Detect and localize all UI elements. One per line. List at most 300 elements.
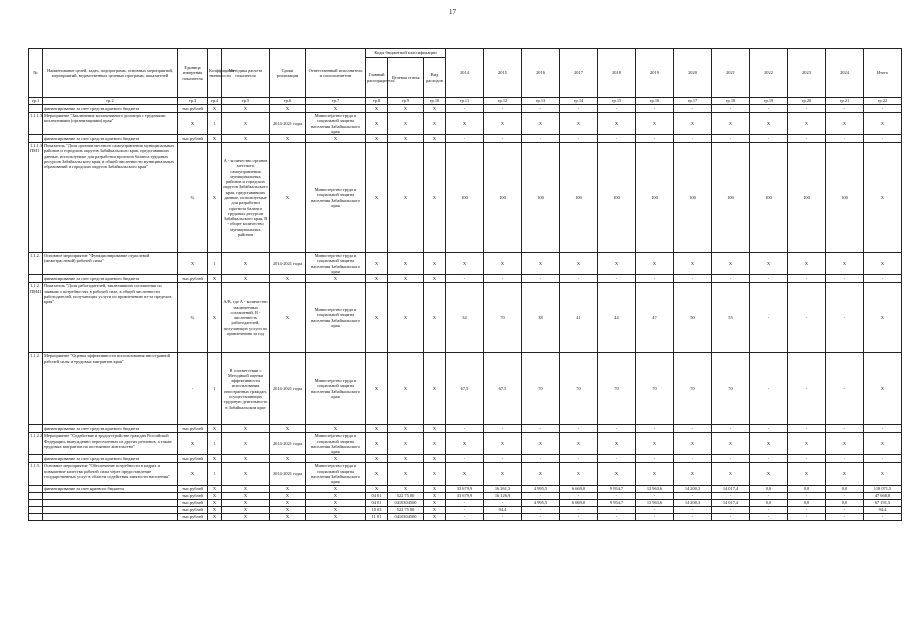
- table-cell: 0,0: [788, 499, 826, 506]
- table-cell: X: [178, 253, 208, 275]
- table-cell: -: [864, 425, 902, 433]
- table-cell: X: [484, 463, 522, 485]
- table-cell: X: [388, 143, 424, 253]
- column-number: гр.21: [826, 98, 864, 105]
- table-cell: X: [222, 433, 270, 455]
- table-cell: 1: [208, 113, 222, 135]
- table-cell: -: [826, 135, 864, 143]
- table-cell: -: [522, 506, 560, 513]
- table-cell: X: [208, 105, 222, 113]
- table-cell: X: [270, 283, 306, 353]
- table-cell: X: [306, 506, 366, 513]
- table-cell: X: [424, 513, 446, 520]
- table-cell: тыс.рублей: [178, 492, 208, 499]
- table-cell: X: [826, 113, 864, 135]
- table-cell: -: [636, 455, 674, 463]
- table-cell: 2014-2021 годы: [270, 253, 306, 275]
- table-cell: X: [522, 463, 560, 485]
- column-number: гр.9: [388, 98, 424, 105]
- column-number: гр.3: [178, 98, 208, 105]
- table-cell: Министерство труда и социальной защиты населения Забайкальского края: [306, 143, 366, 253]
- table-cell: -: [446, 513, 484, 520]
- table-cell: X: [366, 455, 388, 463]
- table-cell: -: [712, 425, 750, 433]
- table-cell: 100: [826, 143, 864, 253]
- table-cell: X: [222, 513, 270, 520]
- table-cell: 04 01: [366, 499, 388, 506]
- table-cell: В соответствии с Методикой оценки эффективности использования иностранных граждан, осуществляющих трудовую деятельность в Забайкальском крае: [222, 353, 270, 425]
- column-number: гр.16: [636, 98, 674, 105]
- table-cell: тыс.рублей: [178, 506, 208, 513]
- table-cell: 2014-2021 годы: [270, 433, 306, 455]
- table-cell: -: [560, 455, 598, 463]
- table-cell: -: [522, 455, 560, 463]
- header-year: 2022: [750, 49, 788, 98]
- table-cell: -: [674, 455, 712, 463]
- table-cell: тыс.рублей: [178, 105, 208, 113]
- table-cell: 33 679,9: [446, 485, 484, 492]
- table-cell: А/В, где А - количество заключенных соглашений, В - численность работодателей, получающих услуги по привлечению за год: [222, 283, 270, 353]
- table-cell: 6 669,0: [560, 499, 598, 506]
- page-number: 17: [449, 8, 456, 16]
- table-cell: -: [788, 425, 826, 433]
- table-cell: X: [864, 113, 902, 135]
- table-cell: 94,4: [864, 506, 902, 513]
- table-cell: X: [788, 113, 826, 135]
- table-cell: 9 954,7: [598, 485, 636, 492]
- table-cell: X: [424, 506, 446, 513]
- table-cell: X: [712, 433, 750, 455]
- table-cell: -: [446, 455, 484, 463]
- table-cell: [29, 513, 43, 520]
- column-number: гр.7: [306, 98, 366, 105]
- table-cell: X: [598, 253, 636, 275]
- table-cell: X: [366, 105, 388, 113]
- header-type: Вид расходов: [424, 58, 446, 98]
- table-cell: -: [636, 425, 674, 433]
- table-cell: X: [208, 499, 222, 506]
- table-row: [29, 506, 902, 513]
- table-cell: -: [560, 425, 598, 433]
- table-cell: 1: [208, 253, 222, 275]
- header-method: Методика расчета показателя: [222, 49, 270, 98]
- table-cell: 70: [674, 353, 712, 425]
- table-cell: 1.1.2.: [29, 253, 43, 275]
- table-cell: X: [208, 492, 222, 499]
- table-cell: X: [208, 513, 222, 520]
- table-cell: финансирование за счет средств краевого бюджета: [43, 275, 178, 283]
- table-cell: -: [750, 105, 788, 113]
- table-cell: X: [270, 425, 306, 433]
- table-cell: X: [270, 506, 306, 513]
- table-cell: финансирование за счет средств краевого бюджета: [43, 455, 178, 463]
- table-cell: тыс.рублей: [178, 425, 208, 433]
- table-cell: X: [178, 463, 208, 485]
- table-cell: -: [788, 283, 826, 353]
- table-cell: -: [598, 135, 636, 143]
- header-year: 2023: [788, 49, 826, 98]
- table-cell: финансирование за счет краевого бюджета: [43, 485, 178, 492]
- table-cell: -: [826, 283, 864, 353]
- table-cell: 4 995,5: [522, 485, 560, 492]
- table-cell: X: [424, 143, 446, 253]
- table-cell: -: [674, 513, 712, 520]
- table-cell: X: [424, 113, 446, 135]
- table-cell: 1.1.1.3.: [29, 113, 43, 135]
- table-cell: тыс.рублей: [178, 135, 208, 143]
- table-cell: -: [560, 513, 598, 520]
- table-cell: -: [598, 105, 636, 113]
- table-cell: -: [788, 275, 826, 283]
- table-cell: X: [388, 433, 424, 455]
- table-cell: 9 954,7: [598, 499, 636, 506]
- table-cell: 0,0: [788, 485, 826, 492]
- table-cell: X: [750, 433, 788, 455]
- table-cell: -: [788, 506, 826, 513]
- table-cell: 4 995,5: [522, 499, 560, 506]
- table-cell: -: [598, 425, 636, 433]
- table-cell: -: [446, 425, 484, 433]
- column-number: гр.4: [208, 98, 222, 105]
- table-cell: X: [366, 485, 388, 492]
- column-number: гр.22: [864, 98, 902, 105]
- table-cell: X: [636, 113, 674, 135]
- table-cell: X: [826, 253, 864, 275]
- table-cell: 0,0: [750, 485, 788, 492]
- table-cell: X: [208, 143, 222, 253]
- table-row: [29, 113, 902, 135]
- column-number: гр.14: [560, 98, 598, 105]
- table-cell: X: [388, 135, 424, 143]
- table-cell: 10 03: [366, 506, 388, 513]
- column-number: гр.20: [788, 98, 826, 105]
- table-cell: -: [826, 275, 864, 283]
- table-cell: -: [636, 275, 674, 283]
- table-cell: -: [826, 353, 864, 425]
- table-cell: X: [864, 143, 902, 253]
- table-cell: -: [788, 513, 826, 520]
- table-cell: 118 071,5: [864, 485, 902, 492]
- table-cell: 14 200,3: [674, 499, 712, 506]
- header-year: 2014: [446, 49, 484, 98]
- table-cell: Показатель "Доля органов местного самоуправления муниципальных районов и городских округов Забайкальского края, представивших данные, используемые для разработки прогноза баланса трудовых ресурсов Забайкальского края, в общей численности муниципальных образований и городских округов Забайкальского края": [43, 143, 178, 253]
- column-number: гр.17: [674, 98, 712, 105]
- table-cell: -: [826, 492, 864, 499]
- table-cell: -: [750, 513, 788, 520]
- table-cell: 1: [208, 433, 222, 455]
- column-number: гр.15: [598, 98, 636, 105]
- table-cell: X: [424, 433, 446, 455]
- column-number: гр.13: [522, 98, 560, 105]
- table-cell: Показатель "Доля работодателей, заключивших соглашения по заявкам о потребностях в рабочей силе, в общей численности работодателей, получающих услуги по привлечению из-за пределов края": [43, 283, 178, 353]
- table-cell: Мероприятие "Содействие в трудоустройстве граждан Российской Федерации, вынужденно переселенных из других регионов, а также трудовых мигрантов на постоянное жительство": [43, 433, 178, 455]
- table-cell: X: [712, 113, 750, 135]
- table-cell: %: [178, 283, 208, 353]
- table-cell: X: [178, 113, 208, 135]
- table-cell: X: [424, 253, 446, 275]
- table-cell: X: [560, 253, 598, 275]
- table-cell: -: [446, 506, 484, 513]
- table-cell: X: [306, 455, 366, 463]
- table-cell: 44: [598, 283, 636, 353]
- table-cell: Министерство труда и социальной защиты населения Забайкальского края: [306, 463, 366, 485]
- table-row: [29, 135, 902, 143]
- table-cell: -: [598, 506, 636, 513]
- table-body: [29, 98, 902, 521]
- table-cell: Министерство труда и социальной защиты населения Забайкальского края: [306, 433, 366, 455]
- table-cell: -: [826, 513, 864, 520]
- table-cell: 100: [484, 143, 522, 253]
- table-cell: Министерство труда и социальной защиты населения Забайкальского края: [306, 253, 366, 275]
- table-cell: 67,5: [484, 353, 522, 425]
- table-cell: X: [222, 253, 270, 275]
- table-cell: X: [306, 513, 366, 520]
- table-cell: 100: [712, 143, 750, 253]
- table-cell: 1.1.2.: [29, 353, 43, 425]
- column-number: гр.8: [366, 98, 388, 105]
- table-cell: -: [598, 513, 636, 520]
- header-year: 2016: [522, 49, 560, 98]
- table-cell: -: [484, 513, 522, 520]
- table-cell: -: [864, 455, 902, 463]
- table-cell: X: [560, 113, 598, 135]
- table-cell: [43, 492, 178, 499]
- table-cell: -: [178, 353, 208, 425]
- table-cell: 67,5: [446, 353, 484, 425]
- table-cell: X: [826, 433, 864, 455]
- table-cell: [29, 105, 43, 113]
- table-cell: -: [484, 455, 522, 463]
- table-cell: X: [864, 253, 902, 275]
- table-cell: X: [270, 105, 306, 113]
- table-cell: 0,0: [826, 499, 864, 506]
- header-year: 2017: [560, 49, 598, 98]
- header-year: 2019: [636, 49, 674, 98]
- table-cell: X: [864, 283, 902, 353]
- table-cell: -: [712, 455, 750, 463]
- table-cell: -: [598, 455, 636, 463]
- table-cell: 1: [208, 353, 222, 425]
- table-cell: X: [366, 275, 388, 283]
- table-cell: X: [388, 275, 424, 283]
- table-cell: 11 01: [366, 513, 388, 520]
- header-year: 2021: [712, 49, 750, 98]
- table-cell: -: [788, 105, 826, 113]
- table-row: [29, 463, 902, 485]
- table-cell: X: [388, 113, 424, 135]
- table-cell: 13 963,6: [636, 485, 674, 492]
- table-cell: X: [636, 433, 674, 455]
- table-cell: -: [598, 492, 636, 499]
- table-cell: 0410304500: [388, 513, 424, 520]
- table-cell: [29, 492, 43, 499]
- table-row: [29, 105, 902, 113]
- table-cell: 2014-2021 годы: [270, 113, 306, 135]
- table-cell: -: [712, 105, 750, 113]
- table-cell: X: [750, 253, 788, 275]
- table-cell: X: [674, 253, 712, 275]
- table-cell: финансирование за счет средств краевого бюджета: [43, 425, 178, 433]
- table-cell: X: [788, 463, 826, 485]
- table-cell: X: [222, 506, 270, 513]
- table-cell: X: [366, 353, 388, 425]
- table-cell: -: [712, 506, 750, 513]
- table-cell: [29, 425, 43, 433]
- table-cell: X: [826, 463, 864, 485]
- table-cell: -: [636, 506, 674, 513]
- table-cell: 14 200,3: [674, 485, 712, 492]
- table-cell: -: [750, 275, 788, 283]
- table-cell: -: [864, 275, 902, 283]
- table-cell: 38: [522, 283, 560, 353]
- table-cell: -: [864, 135, 902, 143]
- table-cell: 100: [636, 143, 674, 253]
- header-num: №: [29, 49, 43, 98]
- table-cell: 100: [522, 143, 560, 253]
- table-cell: -: [864, 513, 902, 520]
- table-cell: -: [788, 135, 826, 143]
- table-cell: [29, 506, 43, 513]
- header-budget-codes: Коды бюджетной классификации: [366, 49, 446, 58]
- table-cell: X: [270, 485, 306, 492]
- table-cell: -: [636, 513, 674, 520]
- table-cell: [29, 135, 43, 143]
- table-cell: X: [208, 275, 222, 283]
- column-number: гр.11: [446, 98, 484, 105]
- column-number: гр.2: [43, 98, 178, 105]
- table-cell: 13 963,6: [636, 499, 674, 506]
- header-total: Итого: [864, 49, 902, 98]
- table-cell: X: [306, 105, 366, 113]
- table-cell: 67 191,5: [864, 499, 902, 506]
- table-cell: 100: [750, 143, 788, 253]
- table-cell: X: [446, 113, 484, 135]
- header-year: 2020: [674, 49, 712, 98]
- table-cell: Министерство труда и социальной защиты населения Забайкальского края: [306, 113, 366, 135]
- table-cell: X: [222, 105, 270, 113]
- table-cell: X: [484, 113, 522, 135]
- table-cell: -: [788, 353, 826, 425]
- table-cell: 55: [712, 283, 750, 353]
- table-cell: X: [446, 463, 484, 485]
- header-name: Наименование целей, задач, подпрограмм, основных мероприятий, мероприятий, ведомственных целевых программ, показателей: [43, 49, 178, 98]
- table-cell: -: [674, 425, 712, 433]
- table-cell: 1.1.2. ПМ41: [29, 283, 43, 353]
- table-cell: 1.1.2.2.: [29, 433, 43, 455]
- table-cell: %: [178, 143, 208, 253]
- table-cell: X: [388, 485, 424, 492]
- table-cell: Мероприятие "Заключение коллективного договора с трудовыми коллективами (организациями) края": [43, 113, 178, 135]
- table-cell: А - количество органов местного самоуправления муниципальных районов и городских округов Забайкальского края, представивших данные, используемые для разработки прогноза баланса трудовых ресурсов Забайкальского края, В - общее количество муниципальных районов: [222, 143, 270, 253]
- table-cell: X: [388, 455, 424, 463]
- table-cell: -: [788, 492, 826, 499]
- table-cell: тыс.рублей: [178, 499, 208, 506]
- table-cell: X: [788, 253, 826, 275]
- table-cell: -: [446, 275, 484, 283]
- table-cell: -: [712, 492, 750, 499]
- table-cell: 100: [560, 143, 598, 253]
- table-cell: -: [560, 275, 598, 283]
- table-cell: 100: [674, 143, 712, 253]
- header-section: Целевая статья: [388, 58, 424, 98]
- table-cell: X: [388, 353, 424, 425]
- table-cell: X: [306, 485, 366, 492]
- table-cell: X: [366, 143, 388, 253]
- table-cell: -: [636, 492, 674, 499]
- table-cell: -: [522, 425, 560, 433]
- header-year: 2015: [484, 49, 522, 98]
- table-row: [29, 143, 902, 253]
- table-cell: -: [750, 353, 788, 425]
- table-row: [29, 492, 902, 499]
- table-cell: X: [560, 463, 598, 485]
- table-cell: -: [674, 506, 712, 513]
- table-cell: X: [208, 485, 222, 492]
- table-cell: -: [826, 455, 864, 463]
- table-cell: -: [750, 455, 788, 463]
- table-cell: -: [864, 105, 902, 113]
- table-cell: 70: [522, 353, 560, 425]
- table-cell: X: [222, 463, 270, 485]
- header-main: Главный распорядитель: [366, 58, 388, 98]
- table-cell: X: [864, 433, 902, 455]
- table-row: [29, 425, 902, 433]
- table-cell: X: [560, 433, 598, 455]
- table-cell: X: [178, 433, 208, 455]
- table-cell: 94,4: [484, 506, 522, 513]
- table-cell: X: [522, 433, 560, 455]
- table-cell: X: [222, 455, 270, 463]
- table-cell: Мероприятие "Оценка эффективности использования иностранной рабочей силы и трудовых мигрантов края": [43, 353, 178, 425]
- table-cell: -: [484, 135, 522, 143]
- table-cell: [29, 275, 43, 283]
- table-cell: 34: [446, 283, 484, 353]
- table-cell: X: [446, 253, 484, 275]
- column-number: гр.6: [270, 98, 306, 105]
- table-cell: X: [222, 275, 270, 283]
- table-cell: -: [712, 275, 750, 283]
- table-cell: X: [522, 113, 560, 135]
- table-cell: 47: [636, 283, 674, 353]
- header-responsible: Ответственный исполнитель и соисполнители: [306, 49, 366, 98]
- table-cell: X: [424, 275, 446, 283]
- table-cell: X: [864, 463, 902, 485]
- table-cell: X: [270, 499, 306, 506]
- table-cell: -: [446, 135, 484, 143]
- table-row: [29, 485, 902, 492]
- table-cell: X: [424, 492, 446, 499]
- table-cell: X: [598, 463, 636, 485]
- table-cell: X: [270, 513, 306, 520]
- table-cell: -: [636, 105, 674, 113]
- table-cell: X: [636, 253, 674, 275]
- table-cell: X: [270, 492, 306, 499]
- column-number: гр.18: [712, 98, 750, 105]
- column-number: гр.19: [750, 98, 788, 105]
- table-row: [29, 275, 902, 283]
- table-row: [29, 455, 902, 463]
- table-cell: 16 261,3: [484, 485, 522, 492]
- table-cell: 522 75 00: [388, 492, 424, 499]
- table-row: [29, 283, 902, 353]
- table-cell: X: [788, 433, 826, 455]
- header-year: 2024: [826, 49, 864, 98]
- table-cell: тыс.рублей: [178, 485, 208, 492]
- table-cell: 70: [598, 353, 636, 425]
- table-cell: -: [674, 275, 712, 283]
- table-cell: [43, 506, 178, 513]
- table-cell: тыс.рублей: [178, 275, 208, 283]
